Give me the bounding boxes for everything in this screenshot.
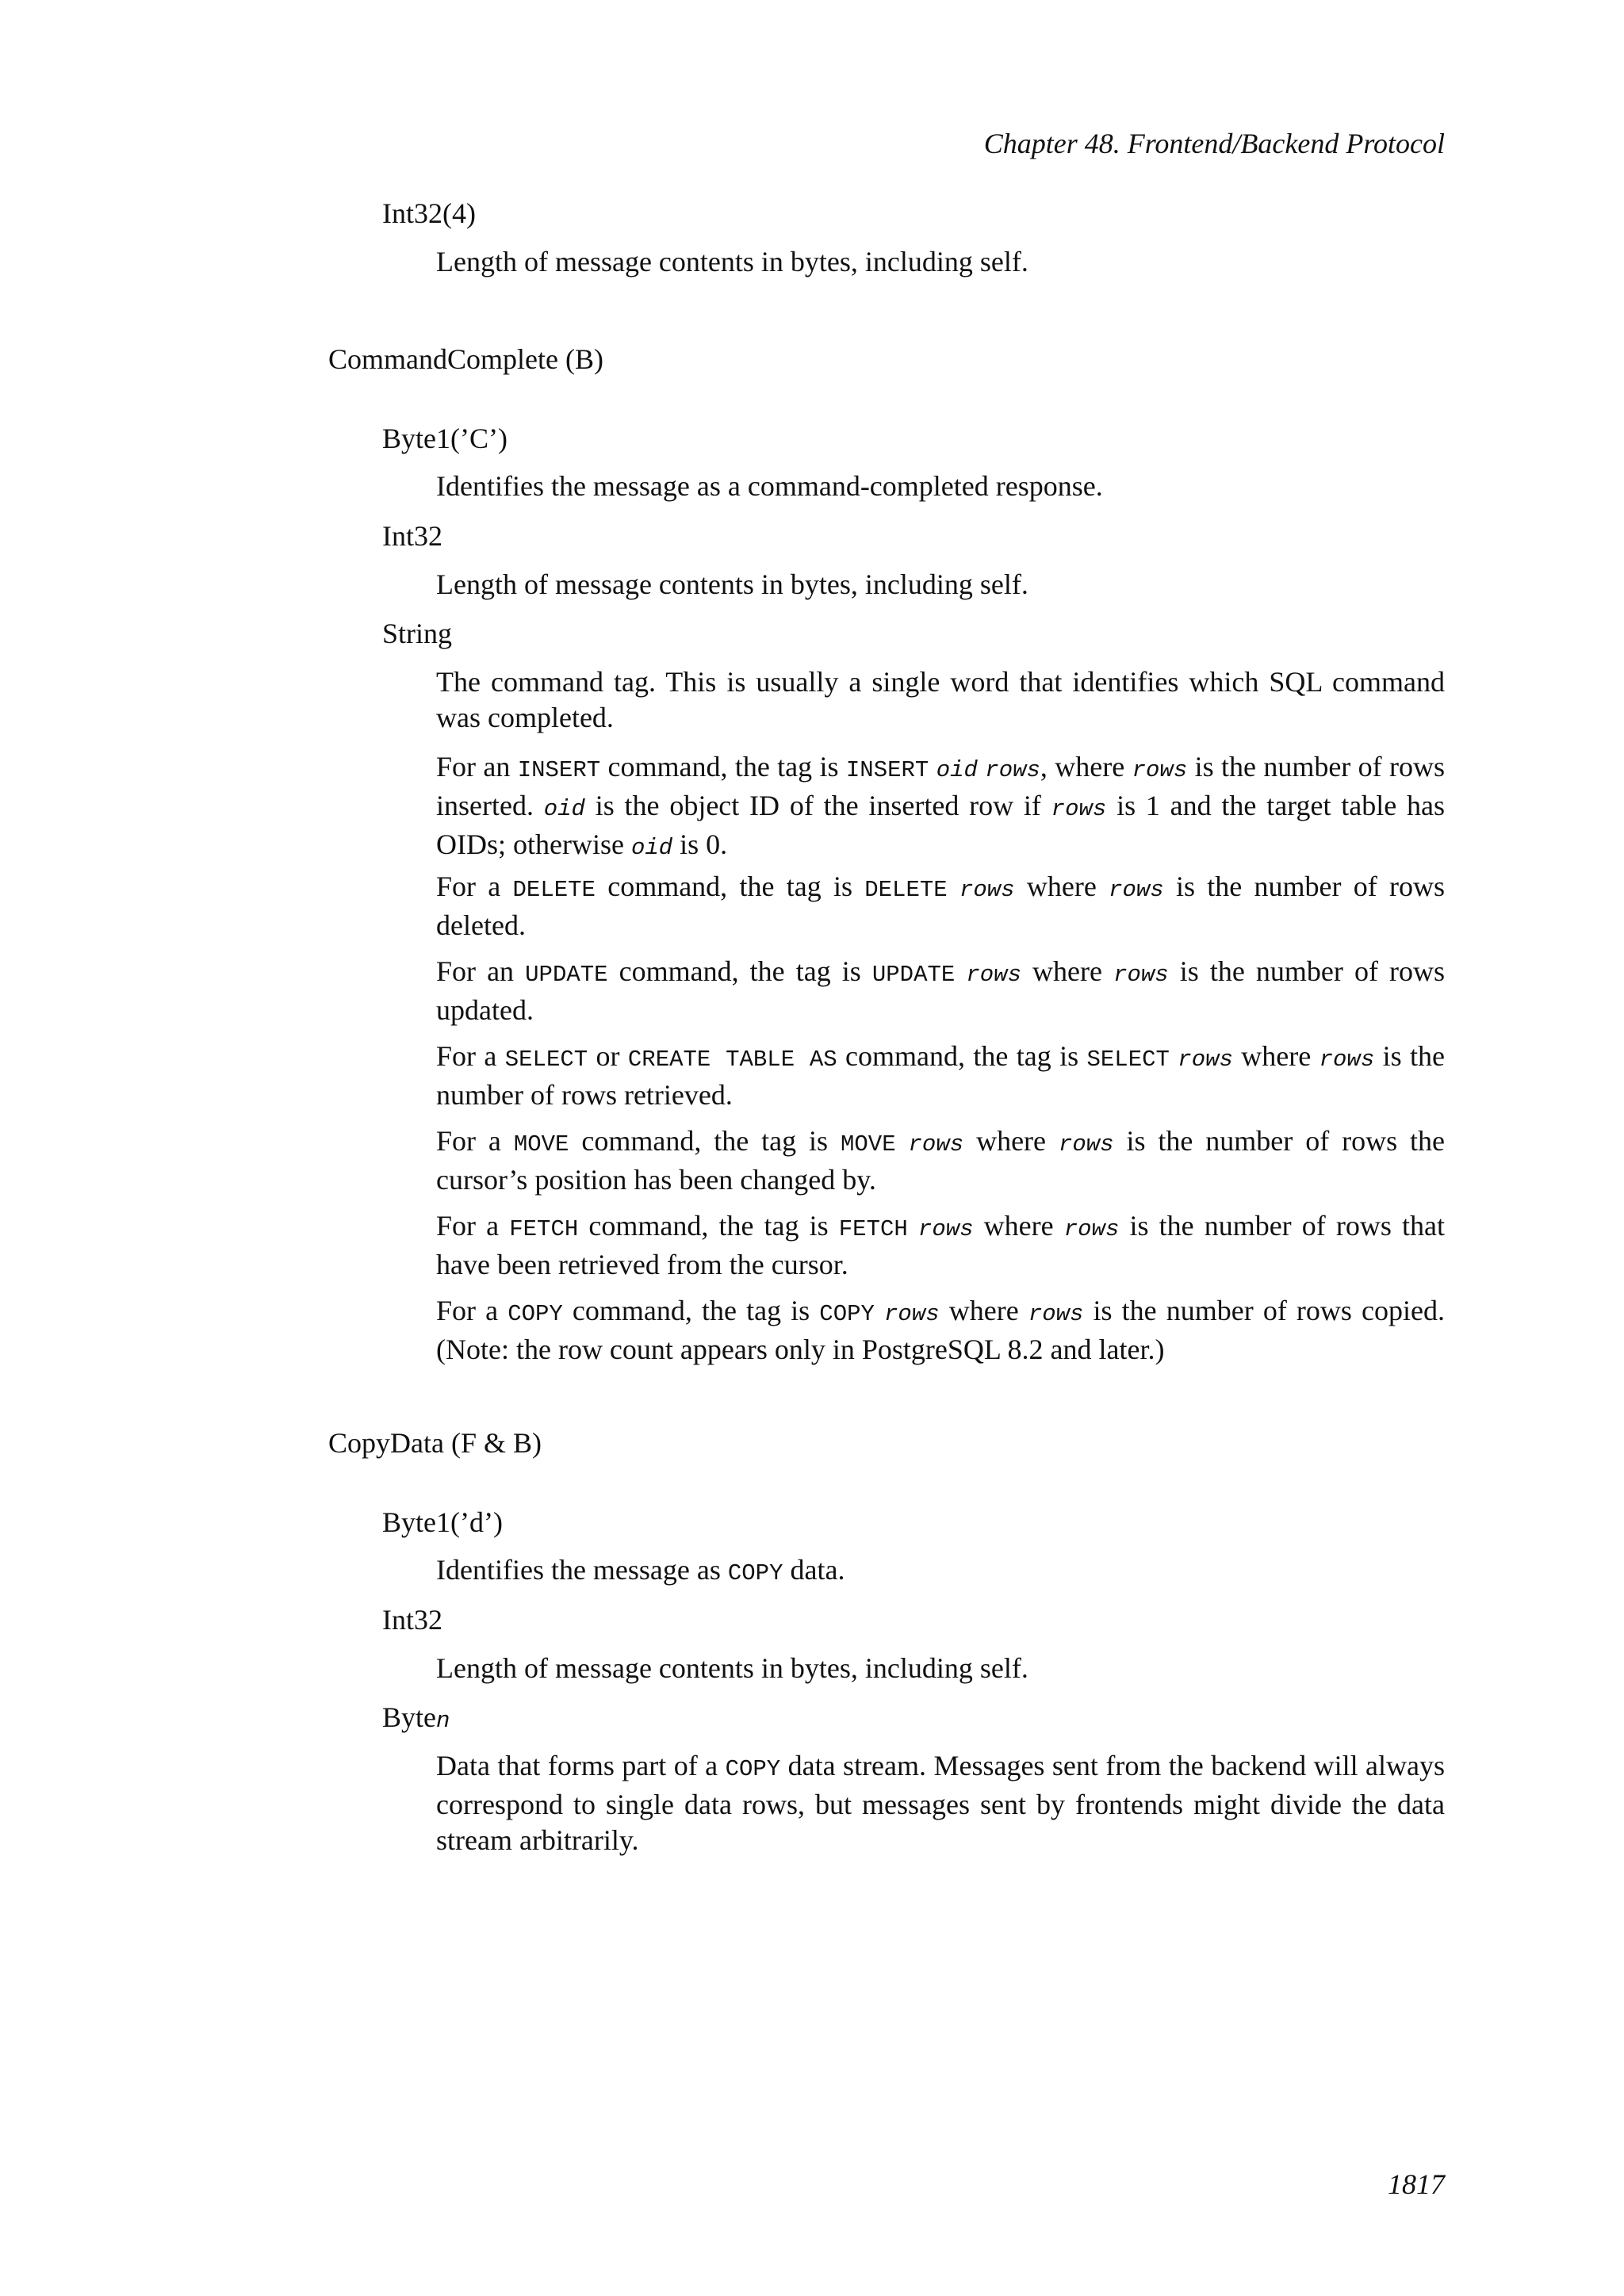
field-byten: Byten	[382, 1701, 450, 1734]
para-command-tag: The command tag. This is usually a single word that identifies which SQL command was completed.	[436, 666, 1445, 733]
page-number: 1817	[1388, 2168, 1445, 2200]
field-desc: Identifies the message as a command-completed response.	[436, 470, 1103, 502]
field-desc: Identifies the message as COPY data.	[436, 1554, 845, 1586]
field-int32: Int32	[382, 520, 442, 552]
para-delete: For a DELETE command, the tag is DELETE rows where rows is the number of rows deleted.	[436, 871, 1446, 941]
field-byte1-c: Byte1(’C’)	[382, 423, 508, 454]
para-update: For an UPDATE command, the tag is UPDATE rows where rows is the number of rows updated.	[436, 955, 1446, 1026]
para-copy: For a COPY command, the tag is COPY rows where rows is the number of rows copied. (Note: the row count appears only in PostgreSQL 8.2 and later.)	[436, 1295, 1445, 1365]
message-title-copydata: CopyData (F & B)	[328, 1427, 542, 1459]
running-header: Chapter 48. Frontend/Backend Protocol	[983, 128, 1445, 159]
para-insert: For an INSERT command, the tag is INSERT oid rows, where rows is the number of rows inserted. oid is the object ID of the inserted row if rows is 1 and the target table has OIDs; otherwise oid is 0.	[436, 751, 1446, 861]
field-desc: Length of message contents in bytes, including self.	[436, 568, 1028, 600]
field-int32-4: Int32(4)	[382, 197, 476, 229]
code-insert-tag: INSERT	[845, 757, 929, 783]
message-title-commandcomplete: CommandComplete (B)	[328, 343, 603, 375]
para-move: For a MOVE command, the tag is MOVE rows where rows is the number of rows the cursor’s position has been changed by.	[436, 1125, 1445, 1196]
para-select: For a SELECT or CREATE TABLE AS command, the tag is SELECT rows where rows is the number of rows retrieved.	[436, 1040, 1445, 1111]
para-fetch: For a FETCH command, the tag is FETCH rows where rows is the number of rows that have been retrieved from the cursor.	[436, 1210, 1445, 1280]
field-byte1-d: Byte1(’d’)	[382, 1506, 503, 1538]
code-insert: INSERT	[517, 757, 601, 783]
field-desc: Data that forms part of a COPY data stream. Messages sent from the backend will always correspond to single data rows, but messages sent by frontends might divide the data stream arbitrarily.	[436, 1750, 1446, 1856]
field-desc: Length of message contents in bytes, including self.	[436, 246, 1028, 277]
field-desc: Length of message contents in bytes, including self.	[436, 1652, 1028, 1684]
field-string: String	[382, 618, 453, 649]
field-int32: Int32	[382, 1604, 442, 1636]
